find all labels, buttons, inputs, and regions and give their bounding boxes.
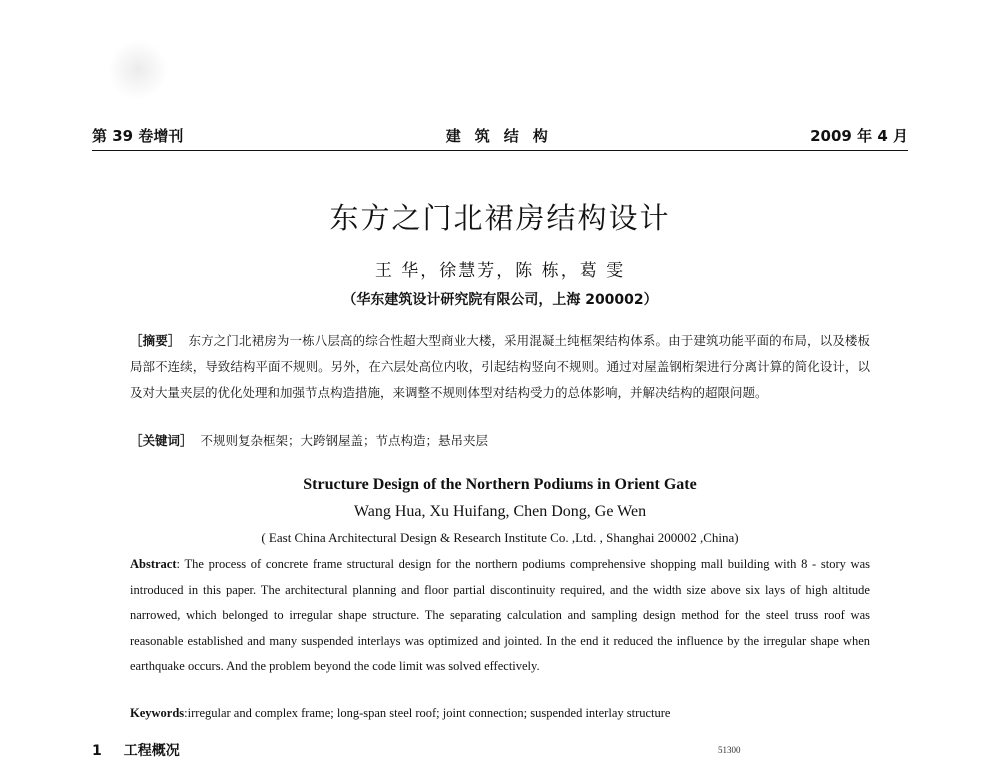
paper-title-cn: 东方之门北裙房结构设计 [329, 201, 671, 235]
paper-title-en: Structure Design of the Northern Podiums in Orient Gate [303, 476, 697, 493]
abstract-cn [130, 328, 870, 406]
keywords-en [130, 706, 870, 721]
abstract-en-label: Abstract [130, 557, 177, 571]
abstract-en [130, 552, 870, 680]
page-code: 51300 [718, 745, 741, 755]
abstract-cn-text: 东方之门北裙房为一栋八层高的综合性超大型商业大楼，采用混凝土纯框架结构体系。由于建筑功能平面的布局，以及楼板局部不连续，导致结构平面不规则。另外，在六层处高位内收，引起结构竖向不规则。通过对屋盖钢桁架进行分离计算的简化设计，以及对大量夹层的优化处理和加强节点构造措施，来调整不规则体型对结构受力的总体影响，并解决结构的超限问题。 [130, 333, 870, 400]
affiliation-en: ( East China Architectural Design & Research Institute Co. ,Ltd. , Shanghai 200002 ,China) [261, 530, 739, 545]
issue-date: 2009 年 4 月 [810, 126, 908, 145]
scan-smudge [108, 40, 168, 100]
affiliation-cn: （华东建筑设计研究院有限公司，上海 200002） [342, 292, 658, 308]
journal-name: 建筑结构 [445, 126, 562, 145]
header-rule [92, 150, 908, 151]
abstract-en-text: : The process of concrete frame structural design for the northern podiums comprehensive shopping mall building with 8 - story was introduced in this paper. The architectural planning and floor partial discontinuity required, and the width size above six lays of high altitude narrowed, which belonged to irregular shape structure. The separating calculation and sampling design method for the steel truss roof was reasonable established and many suspended interlays was optimized and jointed. In the end it reduced the influence by the irregular shape when earthquake occurs. And the problem beyond the code limit was solved effectively. [130, 557, 870, 673]
keywords-cn-text: 不规则复杂框架；大跨钢屋盖；节点构造；悬吊夹层 [200, 433, 489, 448]
journal-header [92, 124, 908, 146]
keywords-en-text: :irregular and complex frame; long-span steel roof; joint connection; suspended interlay structure [184, 706, 671, 720]
authors-cn: 王 华，徐慧芳，陈 栋，葛 雯 [374, 261, 626, 281]
abstract-cn-label: ［摘要］ [130, 333, 181, 348]
section-title: 工程概况 [123, 743, 180, 759]
keywords-cn [130, 431, 870, 449]
volume-label: 第 39 卷增刊 [92, 126, 184, 145]
section-heading [92, 740, 180, 760]
section-number: 1 [92, 743, 102, 759]
authors-en: Wang Hua, Xu Huifang, Chen Dong, Ge Wen [353, 503, 647, 520]
keywords-cn-label: ［关键词］ [130, 433, 193, 448]
keywords-en-label: Keywords [130, 706, 185, 720]
